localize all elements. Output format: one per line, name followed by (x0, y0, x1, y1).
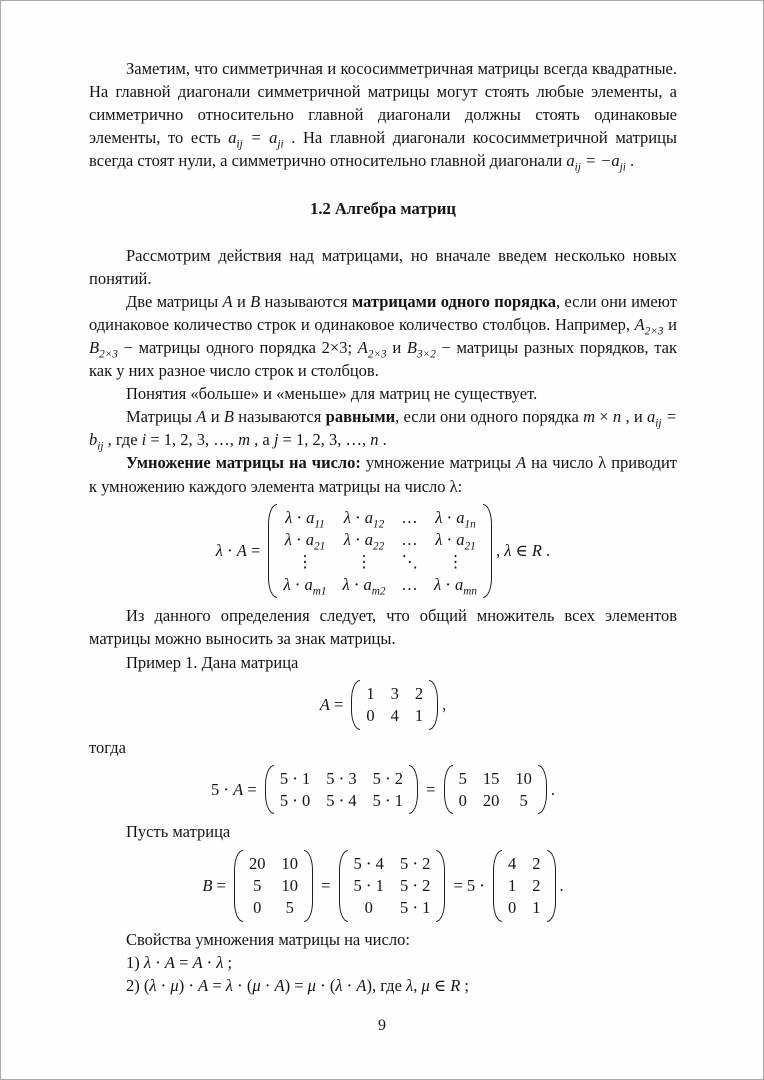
section-heading: 1.2 Алгебра матриц (310, 199, 456, 219)
equation-lhs: 5 ⋅ A = (211, 779, 261, 799)
paragraph-consider-actions: Рассмотрим действия над матрицами, но вначале введем несколько новых понятий. (89, 245, 677, 288)
paragraph-togda: тогда (89, 737, 126, 757)
matrix-cell: 5 ⋅ 1 (279, 768, 311, 788)
equation-rhs: , λ ∈ R . (496, 541, 551, 561)
matrix-cell: 4 (390, 706, 399, 726)
matrix-cell: 5 ⋅ 1 (399, 898, 431, 918)
matrix-cell: 5 ⋅ 3 (326, 768, 357, 788)
matrix-entries (277, 765, 406, 815)
left-paren (339, 850, 348, 922)
equation-5a (89, 765, 677, 815)
matrix-b-factored (493, 850, 556, 922)
property-1: 1) λ ⋅ A = A ⋅ λ ; (126, 952, 233, 972)
equation-lhs: B = (202, 876, 230, 896)
matrix-cell: 4 (508, 853, 517, 873)
matrix-5a-result (444, 765, 547, 815)
matrix-cell: 5 (253, 876, 262, 895)
right-paren (483, 504, 492, 599)
matrix-cell: 5 ⋅ 2 (372, 768, 404, 788)
matrix-cell: $\lambda \cdot a_{12}$ (343, 507, 385, 530)
matrix-cell: 3 (390, 683, 399, 703)
matrix-cell: … (402, 530, 418, 550)
paragraph-pust-matrica: Пусть матрица (126, 822, 231, 842)
equation-lhs: λ ⋅ A = (215, 541, 265, 561)
left-paren (351, 680, 360, 730)
matrix-cell: 5 (285, 898, 294, 918)
left-paren (444, 765, 453, 815)
left-paren (234, 850, 243, 922)
matrix-cell: 2 (414, 683, 424, 703)
right-paren (547, 850, 556, 922)
matrix-cell: 1 (414, 706, 424, 726)
matrix-cell: 5 ⋅ 0 (279, 791, 311, 811)
paragraph-equal-matrices: Матрицы A и B называются равными, если они одного порядка m × n , и $a_{ij} = b_{ij}$ , где i = 1, 2, 3, …, m , а j = 1, 2, 3, …, n . (89, 407, 677, 453)
matrix-cell: ⋮ (296, 552, 314, 572)
matrix-entries (246, 850, 301, 922)
matrix-cell: … (402, 507, 418, 527)
matrix-entries (505, 850, 544, 922)
matrix-cell: 5 ⋅ 1 (353, 876, 384, 895)
matrix-cell: $\lambda \cdot a_{21}$ (284, 530, 326, 553)
right-paren (436, 850, 445, 922)
matrix-cell: ⋮ (355, 552, 373, 572)
matrix-cell: 5 ⋅ 4 (353, 853, 384, 873)
equation-lhs: A = (319, 695, 348, 715)
matrix-cell: 15 (482, 768, 500, 788)
matrix-cell: 5 ⋅ 2 (399, 876, 431, 895)
matrix-entries (363, 680, 426, 730)
matrix-entries (351, 850, 434, 922)
matrix-cell: 5 (458, 768, 467, 788)
equation-lambda-multiplication (89, 504, 677, 599)
matrix-cell: 5 ⋅ 1 (372, 791, 404, 811)
matrix-cell: 20 (482, 791, 500, 811)
matrix-cell: 1 (532, 898, 541, 918)
paragraph-no-comparison: Понятия «больше» и «меньше» для матриц не существует. (126, 384, 538, 404)
paragraph-scalar-multiplication: Умножение матрицы на число: умножение матрицы A на число λ приводит к умножению каждого элемента матрицы на число λ: (89, 453, 677, 496)
matrix-cell: ⋮ (447, 552, 464, 572)
matrix-cell: 2 (532, 876, 541, 895)
right-paren (429, 680, 438, 730)
right-paren (304, 850, 313, 922)
equation-matrix-a (89, 680, 677, 730)
equation-matrix-b (89, 850, 677, 922)
property-2: 2) (λ ⋅ μ) ⋅ A = λ ⋅ (μ ⋅ A) = μ ⋅ (λ ⋅ A), где λ, μ ∈ R ; (126, 976, 470, 996)
matrix-cell: $\lambda \cdot a_{m2}$ (342, 574, 386, 598)
right-paren (409, 765, 418, 815)
matrix-cell: … (402, 574, 418, 594)
matrix-cell: 5 (519, 791, 528, 811)
matrix-b-expanded (339, 850, 446, 922)
paragraph-common-factor: Из данного определения следует, что общий множитель всех элементов матрицы можно выносить за знак матрицы. (89, 606, 677, 649)
matrix-entries (456, 765, 535, 815)
paragraph-symmetric-matrices: Заметим, что симметричная и кососимметричная матрицы всегда квадратные. На главной диагонали симметричной матрицы могут стоять любые элементы, а симметрично относительно главной диагонали должны стоять одинаковые элементы, то есть $a_{ij} = a_{ji}$ . На главной диагонали кососимметричной матрицы всегда стоят нули, а симметрично относительно главной диагонали $a_{ij} = -a_{ji}$ . (89, 59, 677, 174)
matrix-cell: $\lambda \cdot a_{22}$ (343, 530, 385, 553)
paragraph-properties-title: Свойства умножения матрицы на число: (126, 929, 410, 949)
equals-sign: = (422, 779, 440, 799)
matrix-cell: 10 (281, 876, 298, 895)
matrix-cell: 5 ⋅ 2 (399, 853, 431, 873)
matrix-5a-expanded (265, 765, 418, 815)
matrix-cell: $\lambda \cdot a_{mn}$ (433, 574, 477, 598)
matrix-cell: 10 (281, 853, 298, 873)
left-paren (268, 504, 277, 599)
paragraph-same-order: Две матрицы A и B называются матрицами одного порядка, если они имеют одинаковое количество строк и одинаковое количество столбцов. Например, $A_{2\times 3}$ и $B_{2\times 3}$ − матрицы одного порядка 2×3; $A_{2\times 3}$ и $B_{3\times 2}$ − матрицы разных порядков, так как у них разное число строк и столбцов. (89, 291, 677, 381)
matrix-cell: 10 (515, 768, 532, 788)
matrix-cell: 1 (366, 683, 375, 703)
matrix-b (234, 850, 313, 922)
left-paren (265, 765, 274, 815)
matrix-cell: 20 (248, 853, 266, 873)
matrix-cell: $\lambda \cdot a_{21}$ (435, 530, 476, 553)
right-paren (538, 765, 547, 815)
matrix-cell: 0 (366, 706, 375, 726)
matrix-cell: ⋱ (401, 552, 418, 572)
page-number: 9 (378, 1016, 386, 1034)
equals-sign: = (316, 876, 335, 896)
matrix-lambda (268, 504, 492, 599)
matrix-cell: 0 (458, 791, 467, 811)
matrix-cell: 0 (508, 898, 517, 918)
paragraph-example-1: Пример 1. Дана матрица (126, 652, 299, 672)
left-paren (493, 850, 502, 922)
equation-rhs: . (550, 779, 555, 799)
equals-5-times: = 5 ⋅ (449, 876, 490, 896)
equation-rhs: . (559, 876, 564, 896)
matrix-cell: $\lambda \cdot a_{1n}$ (435, 507, 476, 530)
matrix-cell: 2 (532, 853, 541, 873)
matrix-cell: 5 ⋅ 4 (326, 791, 357, 811)
matrix-cell: 0 (253, 898, 262, 918)
matrix-entries (280, 504, 480, 599)
matrix-a (351, 680, 438, 730)
matrix-cell: 1 (508, 876, 517, 895)
equation-rhs: , (442, 695, 447, 715)
matrix-cell: $\lambda \cdot a_{11}$ (285, 507, 325, 530)
matrix-cell: 0 (364, 898, 373, 918)
matrix-cell: $\lambda \cdot a_{m1}$ (283, 574, 327, 598)
